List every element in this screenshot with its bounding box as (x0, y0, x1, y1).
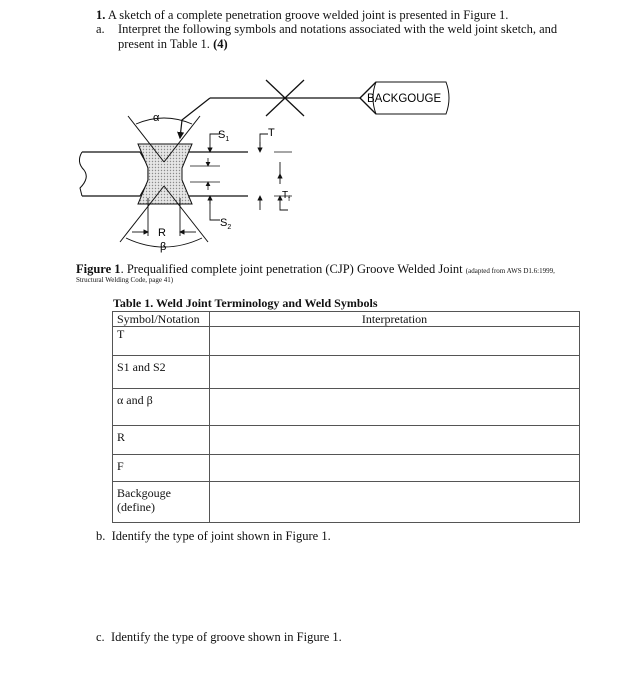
symbol-cell: R (113, 426, 210, 455)
t-bracket (260, 134, 268, 146)
figure-caption (76, 262, 555, 277)
question-title-text: A sketch of a complete penetration groove welded joint is presented in Figure 1. (107, 8, 509, 22)
figure-caption-source-line2: Structural Welding Code, page 41) (76, 276, 174, 284)
left-break-line (79, 152, 86, 196)
interpretation-cell[interactable] (210, 426, 580, 455)
s2-bracket (210, 200, 220, 220)
table-title: Table 1. Weld Joint Terminology and Weld Symbols (113, 296, 378, 310)
part-b-text: Identify the type of joint shown in Figure 1. (111, 529, 331, 543)
interpretation-cell[interactable] (210, 327, 580, 356)
question-number: 1. (96, 8, 106, 22)
part-b-label: b. (96, 529, 106, 543)
tf-bracket (280, 206, 288, 210)
question-part-b (96, 529, 331, 544)
figure-caption-text: . Prequalified complete joint penetration (CJP) Groove Welded Joint (120, 262, 463, 276)
table-header-row (113, 312, 580, 327)
part-c-label: c. (96, 630, 105, 644)
table-row (113, 455, 580, 482)
t-label: T (268, 127, 275, 139)
r-label: R (158, 227, 166, 239)
part-c-text: Identify the type of groove shown in Figure 1. (110, 630, 342, 644)
question-part-a (96, 22, 586, 52)
table-row (113, 389, 580, 426)
symbol-cell: F (113, 455, 210, 482)
interpretation-cell[interactable] (210, 389, 580, 426)
figure-caption-source: (adapted from AWS D1.6:1999, (465, 267, 555, 275)
header-interpretation: Interpretation (210, 312, 580, 327)
part-a-text: Interpret the following symbols and notations associated with the weld joint sketch, and present in Table 1. (118, 22, 558, 51)
header-symbol-notation: Symbol/Notation (113, 312, 210, 327)
table-row (113, 426, 580, 455)
terminology-table (112, 311, 580, 523)
interpretation-cell[interactable] (210, 356, 580, 389)
question-title (96, 8, 508, 23)
right-plate (180, 152, 230, 196)
table-row (113, 327, 580, 356)
s1-label: $S_1$ (218, 129, 230, 143)
symbol-cell: S1 and S2 (113, 356, 210, 389)
symbol-cell: Backgouge (define) (113, 482, 210, 523)
left-plate (82, 152, 148, 196)
beta-label: β (160, 241, 167, 253)
part-a-label: a. (96, 22, 105, 36)
weld-metal (138, 144, 192, 204)
symbol-cell: α and β (113, 389, 210, 426)
arrow-leader (180, 98, 210, 138)
table-row (113, 482, 580, 523)
part-a-marks: (4) (213, 37, 228, 51)
interpretation-cell[interactable] (210, 455, 580, 482)
tf-label: $T_f$ (282, 190, 291, 203)
symbol-cell: T (113, 327, 210, 356)
table-row (113, 356, 580, 389)
weld-joint-figure (70, 58, 470, 258)
alpha-label: α (153, 112, 160, 124)
backgouge-label: BACKGOUGE (367, 93, 442, 105)
question-part-c (96, 630, 342, 645)
figure-caption-label: Figure 1 (76, 262, 121, 276)
interpretation-cell[interactable] (210, 482, 580, 523)
s2-label: $S_2$ (220, 217, 232, 231)
